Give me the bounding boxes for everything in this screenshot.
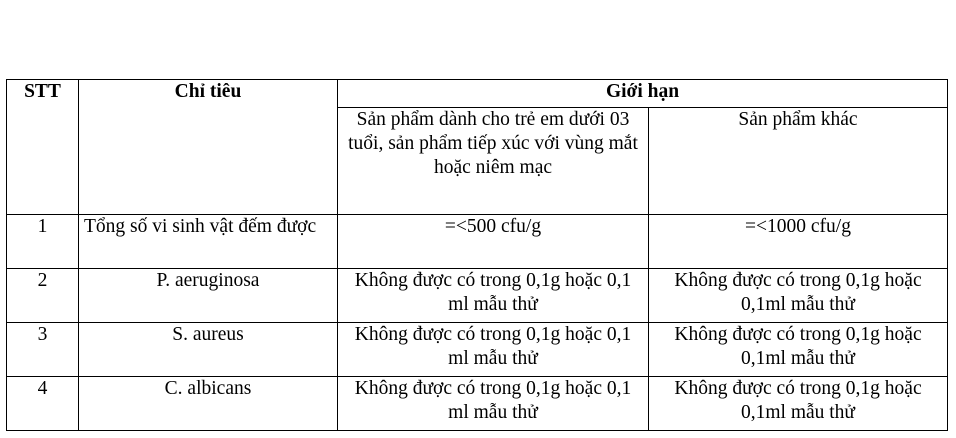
header-criterion: Chỉ tiêu	[79, 80, 338, 215]
header-limit: Giới hạn	[338, 80, 948, 108]
cell-criterion: S. aureus	[79, 323, 338, 377]
subheader-other-products: Sản phẩm khác	[649, 108, 948, 215]
cell-other-limit: Không được có trong 0,1g hoặc 0,1ml mẫu thử	[649, 323, 948, 377]
cell-other-limit: Không được có trong 0,1g hoặc 0,1ml mẫu thử	[649, 269, 948, 323]
cell-stt: 3	[7, 323, 79, 377]
header-stt: STT	[7, 80, 79, 215]
table-row	[7, 323, 948, 377]
microbial-limits-table	[6, 79, 948, 431]
cell-child-limit: Không được có trong 0,1g hoặc 0,1 ml mẫu thử	[338, 377, 649, 431]
cell-other-limit: =<1000 cfu/g	[649, 215, 948, 269]
table-row	[7, 215, 948, 269]
table-row	[7, 269, 948, 323]
cell-child-limit: =<500 cfu/g	[338, 215, 649, 269]
cell-stt: 1	[7, 215, 79, 269]
subheader-child-products: Sản phẩm dành cho trẻ em dưới 03 tuổi, sản phẩm tiếp xúc với vùng mắt hoặc niêm mạc	[338, 108, 649, 215]
table-row	[7, 377, 948, 431]
cell-child-limit: Không được có trong 0,1g hoặc 0,1 ml mẫu thử	[338, 269, 649, 323]
cell-criterion: Tổng số vi sinh vật đếm được	[79, 215, 338, 269]
cell-other-limit: Không được có trong 0,1g hoặc 0,1ml mẫu thử	[649, 377, 948, 431]
cell-stt: 2	[7, 269, 79, 323]
header-row	[7, 80, 948, 108]
cell-child-limit: Không được có trong 0,1g hoặc 0,1 ml mẫu thử	[338, 323, 649, 377]
cell-stt: 4	[7, 377, 79, 431]
cell-criterion: C. albicans	[79, 377, 338, 431]
cell-criterion: P. aeruginosa	[79, 269, 338, 323]
